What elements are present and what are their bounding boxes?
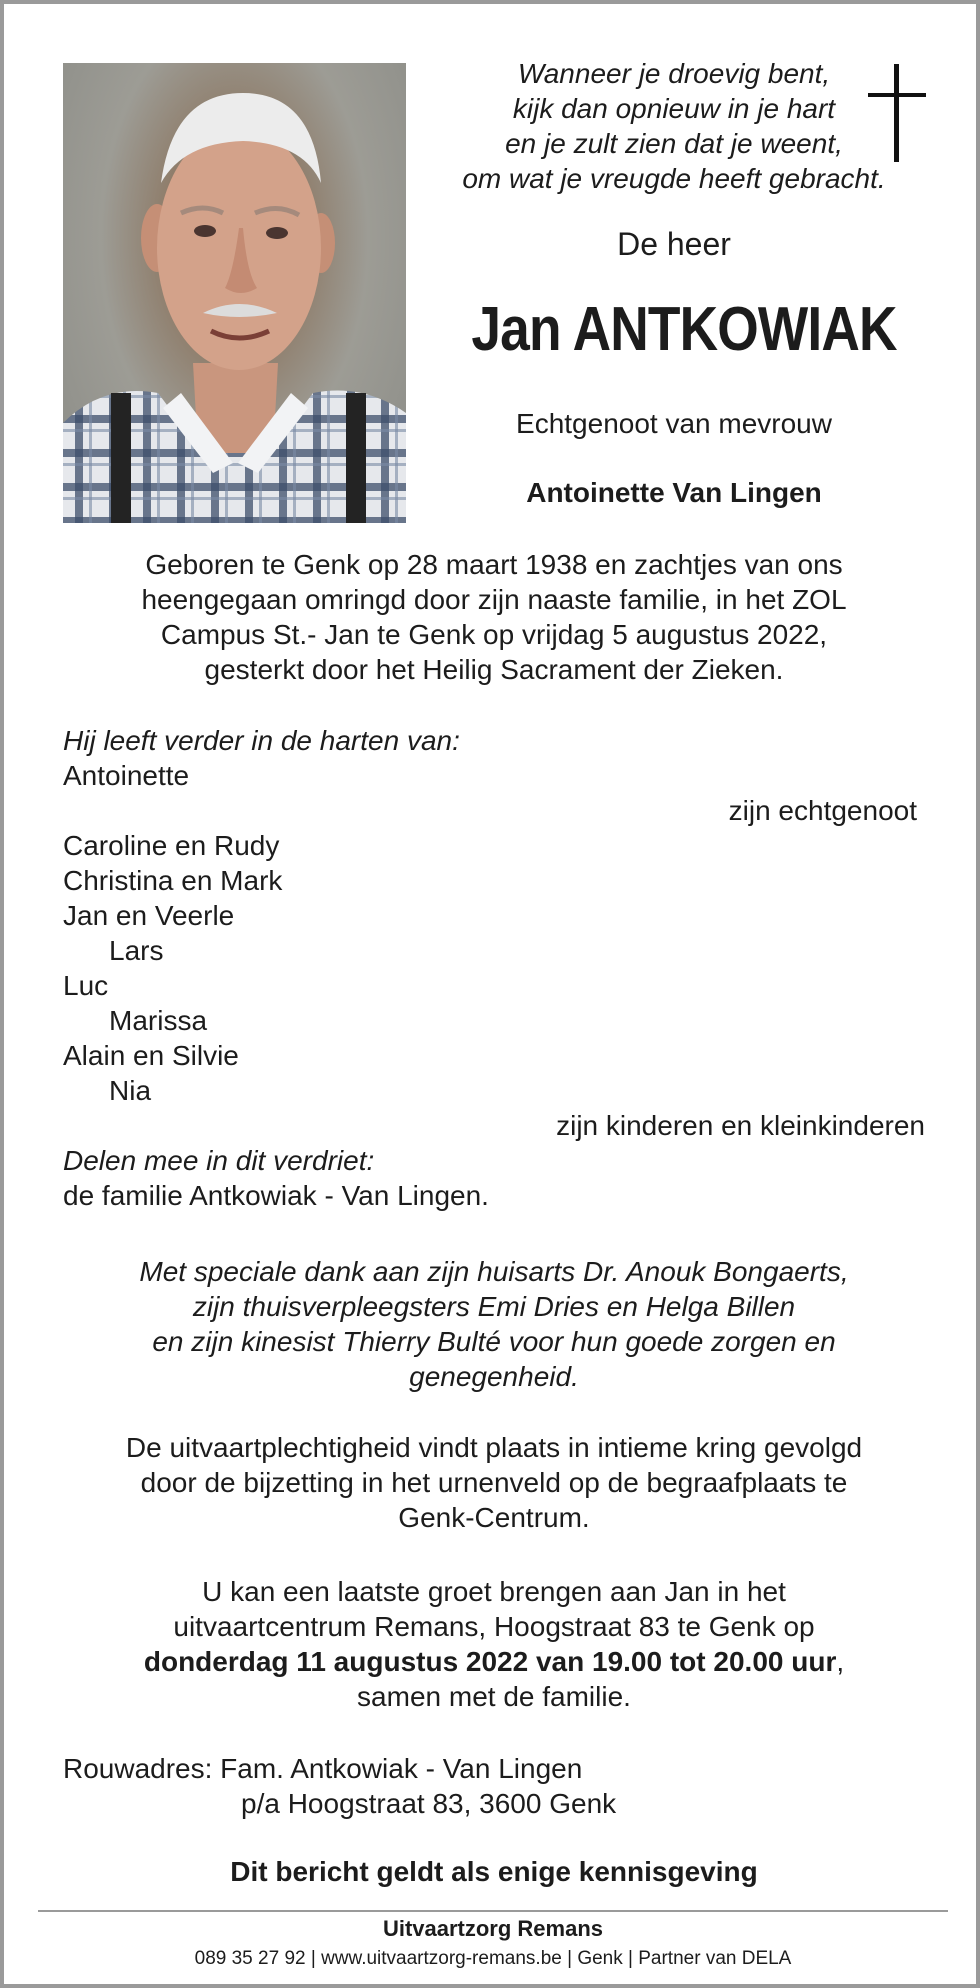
- survivor-grandchild: Nia: [109, 1075, 152, 1106]
- portrait-photo: [63, 63, 406, 523]
- memorial-poem: [424, 56, 924, 196]
- visitation-text: [63, 1574, 925, 1714]
- survivor-child: Christina en Mark: [63, 865, 283, 896]
- survivor-child: Jan en Veerle: [63, 900, 235, 931]
- address-line: p/a Hoogstraat 83, 3600 Genk: [241, 1788, 617, 1819]
- mourning-address: [63, 1751, 763, 1821]
- thanks-text: [63, 1254, 925, 1394]
- text-line: en zijn kinesist Thierry Bulté voor hun goede zorgen en: [152, 1326, 836, 1357]
- footer-divider: [38, 1910, 948, 1912]
- survivor-child: Alain en Silvie: [63, 1040, 239, 1071]
- text-line: zijn thuisverpleegsters Emi Dries en Helga Billen: [192, 1291, 796, 1322]
- birth-death-text: [63, 547, 925, 687]
- survivor-child: Luc: [63, 970, 109, 1001]
- survivors-heading: Hij leeft verder in de harten van:: [63, 725, 460, 756]
- visitation-date: donderdag 11 augustus 2022 van 19.00 tot 20.00 uur: [143, 1646, 837, 1677]
- funeral-home-name: Uitvaartzorg Remans: [382, 1916, 604, 1941]
- notice-text: Dit bericht geldt als enige kennisgeving: [230, 1856, 758, 1887]
- text-line: Met speciale dank aan zijn huisarts Dr. Anouk Bongaerts,: [139, 1256, 849, 1287]
- children-relation: zijn kinderen en kleinkinderen: [556, 1110, 925, 1141]
- text-line: uitvaartcentrum Remans, Hoogstraat 83 te Genk op: [173, 1611, 815, 1642]
- survivor-grandchild: Marissa: [109, 1005, 208, 1036]
- text-line: De uitvaartplechtigheid vindt plaats in intieme kring gevolgd: [125, 1432, 863, 1463]
- funeral-home-info: 089 35 27 92 | www.uitvaartzorg-remans.be | Genk | Partner van DELA: [194, 1948, 792, 1969]
- survivor-grandchild: Lars: [109, 935, 164, 966]
- text-line: Geboren te Genk op 28 maart 1938 en zachtjes van ons: [145, 549, 843, 580]
- survivors-list: [63, 723, 925, 1213]
- text-line: gesterkt door het Heilig Sacrament der Zieken.: [204, 654, 784, 685]
- text-line: Genk-Centrum.: [398, 1502, 590, 1533]
- survivor-child: Caroline en Rudy: [63, 830, 280, 861]
- date-suffix: ,: [836, 1646, 845, 1677]
- poem-line: om wat je vreugde heeft gebracht.: [462, 163, 886, 194]
- text-line: door de bijzetting in het urnenveld op de begraafplaats te: [140, 1467, 848, 1498]
- text-line: samen met de familie.: [357, 1681, 631, 1712]
- poem-line: kijk dan opnieuw in je hart: [512, 93, 836, 124]
- address-line: Rouwadres: Fam. Antkowiak - Van Lingen: [63, 1753, 583, 1784]
- survivor-spouse: Antoinette: [63, 760, 190, 791]
- text-line: heengegaan omringd door zijn naaste familie, in het ZOL: [141, 584, 847, 615]
- text-line: Campus St.- Jan te Genk op vrijdag 5 augustus 2022,: [160, 619, 828, 650]
- honorific: De heer: [617, 226, 731, 262]
- text-line: U kan een laatste groet brengen aan Jan in het: [202, 1576, 786, 1607]
- ceremony-text: [63, 1430, 925, 1535]
- portrait-illustration: [63, 63, 406, 523]
- spouse-label: Echtgenoot van mevrouw: [516, 408, 832, 439]
- spouse-relation: zijn echtgenoot: [728, 795, 917, 826]
- deceased-name: Jan ANTKOWIAK: [471, 295, 897, 364]
- latin-cross-icon: [868, 64, 928, 164]
- family-line: de familie Antkowiak - Van Lingen.: [63, 1180, 489, 1211]
- spouse-name: Antoinette Van Lingen: [526, 477, 822, 508]
- visitation-date-line: [63, 1644, 925, 1679]
- share-heading: Delen mee in dit verdriet:: [63, 1145, 375, 1176]
- text-line: genegenheid.: [409, 1361, 579, 1392]
- poem-line: en je zult zien dat je weent,: [505, 128, 843, 159]
- poem-line: Wanneer je droevig bent,: [517, 58, 831, 89]
